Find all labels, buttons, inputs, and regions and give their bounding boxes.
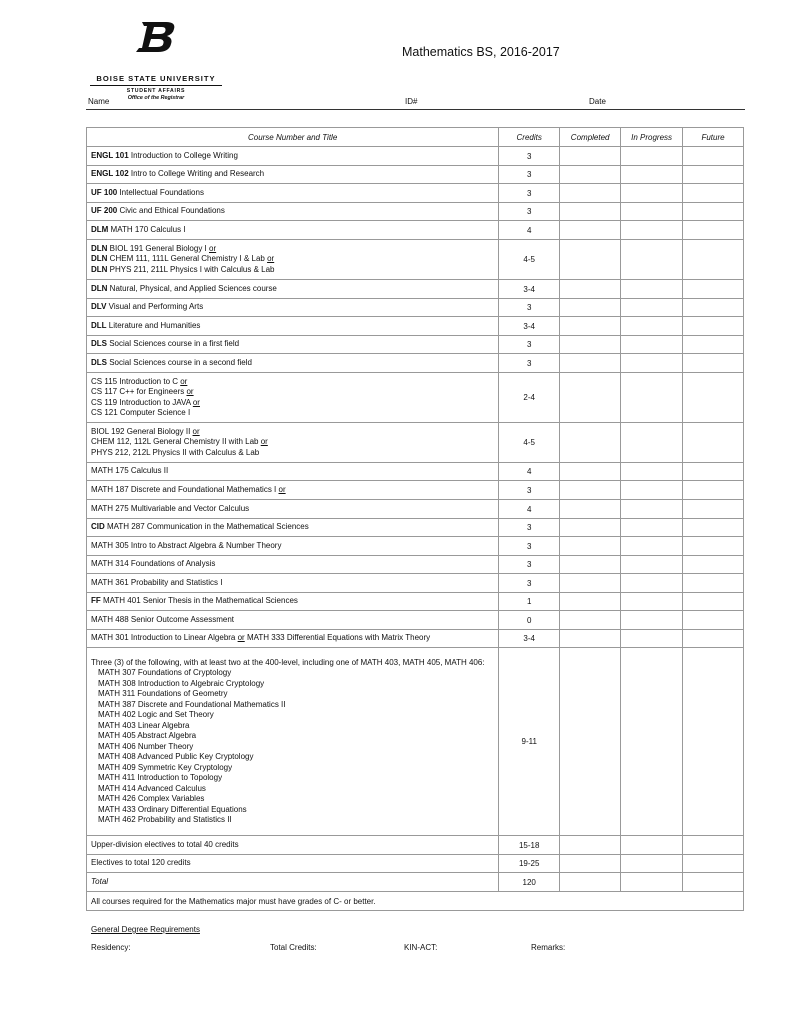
or-connector: or — [209, 243, 217, 253]
table-row — [87, 630, 744, 648]
credits-cell: 3 — [499, 184, 560, 203]
course-title — [87, 354, 499, 373]
completed-cell[interactable] — [560, 873, 621, 892]
header-completed: Completed — [560, 128, 621, 147]
table-row-total — [87, 873, 744, 892]
completed-cell[interactable] — [560, 537, 621, 556]
course-title — [87, 423, 499, 463]
table-row — [87, 855, 744, 873]
header-in-progress: In Progress — [621, 128, 683, 147]
or-connector: or — [267, 254, 275, 264]
completed-cell[interactable] — [560, 855, 621, 873]
credits-cell: 3 — [499, 166, 560, 184]
course-name: Social Sciences course in a second field — [107, 357, 252, 367]
future-cell[interactable] — [683, 423, 744, 463]
course-name: Intellectual Foundations — [117, 187, 204, 197]
general-requirements-heading: General Degree Requirements — [91, 925, 200, 934]
course-title — [87, 299, 499, 317]
course-title: MATH 305 Intro to Abstract Algebra & Number Theory — [87, 537, 499, 556]
elective-intro: Three (3) of the following, with at least two at the 400-level, including one of MATH 403, MATH 405, MATH 406: — [91, 657, 485, 667]
in-progress-cell[interactable] — [621, 354, 683, 373]
elective-course: MATH 406 Number Theory — [98, 741, 194, 751]
credits-cell: 3 — [499, 203, 560, 221]
completed-cell[interactable] — [560, 836, 621, 855]
table-row — [87, 537, 744, 556]
in-progress-cell[interactable] — [621, 336, 683, 354]
future-cell[interactable] — [683, 537, 744, 556]
course-requirements-table — [86, 127, 744, 911]
table-row — [87, 611, 744, 630]
course-code: ENGL 101 — [91, 150, 129, 160]
course-name: MATH 287 Communication in the Mathematical Sciences — [104, 522, 309, 532]
course-code: DLN — [91, 243, 108, 253]
in-progress-cell[interactable] — [621, 463, 683, 481]
in-progress-cell[interactable] — [621, 166, 683, 184]
in-progress-cell[interactable] — [621, 184, 683, 203]
table-row — [87, 556, 744, 574]
or-connector: or — [180, 376, 188, 386]
document-title: Mathematics BS, 2016-2017 — [402, 45, 560, 59]
elective-course: MATH 433 Ordinary Differential Equations — [98, 804, 247, 814]
header-credits: Credits — [499, 128, 560, 147]
future-cell[interactable] — [683, 166, 744, 184]
in-progress-cell[interactable] — [621, 537, 683, 556]
course-name: Introduction to College Writing — [128, 150, 238, 160]
course-code: DLL — [91, 320, 107, 330]
table-row — [87, 166, 744, 184]
completed-cell[interactable] — [560, 463, 621, 481]
course-title — [87, 481, 499, 500]
table-row — [87, 203, 744, 221]
in-progress-cell[interactable] — [621, 574, 683, 593]
course-title — [87, 221, 499, 240]
in-progress-cell[interactable] — [621, 481, 683, 500]
total-credits: 120 — [499, 873, 560, 892]
elective-course: MATH 311 Foundations of Geometry — [98, 689, 228, 698]
course-option-line — [91, 254, 494, 265]
in-progress-cell[interactable] — [621, 299, 683, 317]
course-title — [87, 593, 499, 611]
credits-cell: 4-5 — [499, 423, 560, 463]
in-progress-cell[interactable] — [621, 611, 683, 630]
table-row — [87, 280, 744, 299]
completed-cell[interactable] — [560, 336, 621, 354]
in-progress-cell[interactable] — [621, 836, 683, 855]
elective-course: MATH 462 Probability and Statistics II — [98, 815, 232, 824]
total-credits-label: Total Credits: — [270, 943, 317, 952]
completed-cell[interactable] — [560, 481, 621, 500]
elective-course: MATH 414 Advanced Calculus — [98, 783, 206, 793]
table-row — [87, 354, 744, 373]
logo-university-name: BOISE STATE UNIVERSITY — [96, 74, 216, 83]
or-connector: or — [186, 387, 194, 396]
completed-cell[interactable] — [560, 354, 621, 373]
table-row — [87, 593, 744, 611]
in-progress-cell[interactable] — [621, 500, 683, 519]
course-name: CS 115 Introduction to C — [91, 376, 181, 386]
credits-cell: 4 — [499, 221, 560, 240]
credits-cell: 9-11 — [499, 648, 560, 836]
or-connector: or — [192, 426, 200, 436]
course-title: MATH 488 Senior Outcome Assessment — [87, 611, 499, 630]
course-title: Upper-division electives to total 40 credits — [87, 836, 499, 855]
course-option-line — [91, 387, 494, 398]
course-name: MATH 187 Discrete and Foundational Mathematics I — [91, 484, 279, 494]
kin-act-label: KIN-ACT: — [404, 943, 438, 952]
header-future: Future — [683, 128, 744, 147]
elective-course: MATH 409 Symmetric Key Cryptology — [98, 762, 233, 772]
future-cell[interactable] — [683, 373, 744, 423]
credits-cell: 3 — [499, 354, 560, 373]
table-row — [87, 221, 744, 240]
course-name: CS 119 Introduction to JAVA — [91, 397, 193, 407]
grade-requirement-note: All courses required for the Mathematics major must have grades of C- or better. — [87, 892, 744, 911]
course-title — [87, 373, 499, 423]
in-progress-cell[interactable] — [621, 240, 683, 280]
elective-course: MATH 405 Abstract Algebra — [98, 731, 197, 740]
table-row — [87, 836, 744, 855]
future-cell[interactable] — [683, 481, 744, 500]
date-field-label[interactable]: Date — [589, 97, 606, 106]
future-cell[interactable] — [683, 648, 744, 836]
course-title: MATH 275 Multivariable and Vector Calculus — [87, 500, 499, 519]
elective-course: MATH 402 Logic and Set Theory — [98, 710, 214, 719]
course-title — [87, 166, 499, 184]
elective-course: MATH 411 Introduction to Topology — [98, 773, 223, 782]
credits-cell: 3-4 — [499, 630, 560, 648]
future-cell[interactable] — [683, 299, 744, 317]
future-cell[interactable] — [683, 203, 744, 221]
course-title: Electives to total 120 credits — [87, 855, 499, 873]
course-name: Intro to College Writing and Research — [128, 169, 265, 179]
completed-cell[interactable] — [560, 299, 621, 317]
or-connector: or — [260, 437, 268, 447]
course-title — [87, 630, 499, 648]
course-code: DLN — [91, 254, 108, 264]
table-header-row — [87, 128, 744, 147]
table-row — [87, 373, 744, 423]
future-cell[interactable] — [683, 280, 744, 299]
id-field-label[interactable]: ID# — [405, 97, 418, 106]
course-name: Civic and Ethical Foundations — [117, 206, 225, 216]
future-cell[interactable] — [683, 354, 744, 373]
future-cell[interactable] — [683, 873, 744, 892]
future-cell[interactable] — [683, 611, 744, 630]
course-title: MATH 361 Probability and Statistics I — [87, 574, 499, 593]
course-name: Natural, Physical, and Applied Sciences course — [107, 283, 277, 293]
elective-course: MATH 308 Introduction to Algebraic Cryptology — [98, 678, 265, 688]
credits-cell: 0 — [499, 611, 560, 630]
course-option-line — [91, 398, 494, 409]
logo-office: Office of the Registrar — [127, 95, 185, 101]
course-name: BIOL 192 General Biology II — [91, 426, 193, 436]
table-row — [87, 648, 744, 836]
course-code: UF 100 — [91, 187, 118, 197]
future-cell[interactable] — [683, 463, 744, 481]
future-cell[interactable] — [683, 184, 744, 203]
completed-cell[interactable] — [560, 611, 621, 630]
table-row — [87, 147, 744, 166]
course-name: CS 121 Computer Science I — [91, 408, 191, 417]
or-connector: or — [192, 397, 200, 407]
future-cell[interactable] — [683, 836, 744, 855]
or-connector: or — [278, 484, 286, 494]
course-title — [87, 240, 499, 280]
in-progress-cell[interactable] — [621, 147, 683, 166]
credits-cell: 3 — [499, 336, 560, 354]
course-option-line — [91, 437, 494, 448]
course-title — [87, 280, 499, 299]
b-logo-icon — [136, 22, 176, 52]
residency-label: Residency: — [91, 943, 131, 952]
credits-cell: 3-4 — [499, 280, 560, 299]
table-row — [87, 317, 744, 336]
future-cell[interactable] — [683, 500, 744, 519]
course-name: CS 117 C++ for Engineers — [91, 387, 187, 396]
course-option-line — [91, 448, 494, 459]
completed-cell[interactable] — [560, 203, 621, 221]
course-name: MATH 401 Senior Thesis in the Mathematical Sciences — [100, 596, 298, 606]
course-title — [87, 336, 499, 354]
completed-cell[interactable] — [560, 280, 621, 299]
table-row — [87, 463, 744, 481]
course-name: Visual and Performing Arts — [106, 302, 204, 312]
student-info-fields — [86, 96, 745, 110]
elective-course: MATH 307 Foundations of Cryptology — [98, 668, 232, 677]
future-cell[interactable] — [683, 317, 744, 336]
course-name: MATH 301 Introduction to Linear Algebra — [91, 633, 238, 643]
course-title — [87, 519, 499, 537]
course-code: CID — [91, 522, 105, 532]
completed-cell[interactable] — [560, 317, 621, 336]
completed-cell[interactable] — [560, 574, 621, 593]
completed-cell[interactable] — [560, 221, 621, 240]
course-name: Social Sciences course in a first field — [107, 339, 240, 349]
in-progress-cell[interactable] — [621, 221, 683, 240]
completed-cell[interactable] — [560, 556, 621, 574]
course-title — [87, 203, 499, 221]
credits-cell: 3 — [499, 519, 560, 537]
course-name: Literature and Humanities — [106, 320, 201, 330]
logo-divider — [90, 85, 222, 86]
completed-cell[interactable] — [560, 648, 621, 836]
elective-course: MATH 408 Advanced Public Key Cryptology — [98, 752, 254, 761]
course-code: ENGL 102 — [91, 169, 129, 179]
course-option-line — [91, 265, 494, 276]
credits-cell: 3-4 — [499, 317, 560, 336]
credits-cell: 3 — [499, 299, 560, 317]
completed-cell[interactable] — [560, 373, 621, 423]
course-title — [87, 648, 499, 836]
course-code: FF — [91, 596, 101, 606]
course-name: MATH 170 Calculus I — [108, 224, 186, 234]
course-code: DLN — [91, 264, 108, 274]
table-row — [87, 519, 744, 537]
remarks-label: Remarks: — [531, 943, 566, 952]
credits-cell: 4 — [499, 463, 560, 481]
course-code: DLN — [91, 283, 108, 293]
credits-cell: 3 — [499, 556, 560, 574]
table-row — [87, 423, 744, 463]
table-row — [87, 336, 744, 354]
future-cell[interactable] — [683, 593, 744, 611]
total-label: Total — [87, 873, 499, 892]
future-cell[interactable] — [683, 240, 744, 280]
elective-course: MATH 426 Complex Variables — [98, 794, 205, 803]
in-progress-cell[interactable] — [621, 423, 683, 463]
credits-cell: 15-18 — [499, 836, 560, 855]
credits-cell: 19-25 — [499, 855, 560, 873]
in-progress-cell[interactable] — [621, 593, 683, 611]
completed-cell[interactable] — [560, 423, 621, 463]
future-cell[interactable] — [683, 519, 744, 537]
credits-cell: 4-5 — [499, 240, 560, 280]
in-progress-cell[interactable] — [621, 648, 683, 836]
completed-cell[interactable] — [560, 500, 621, 519]
course-option-line — [91, 427, 494, 438]
credits-cell: 3 — [499, 537, 560, 556]
course-title — [87, 317, 499, 336]
table-row — [87, 500, 744, 519]
completed-cell[interactable] — [560, 519, 621, 537]
course-title: MATH 175 Calculus II — [87, 463, 499, 481]
in-progress-cell[interactable] — [621, 630, 683, 648]
future-cell[interactable] — [683, 147, 744, 166]
credits-cell: 3 — [499, 147, 560, 166]
course-code: DLS — [91, 357, 107, 367]
credits-cell: 3 — [499, 574, 560, 593]
completed-cell[interactable] — [560, 147, 621, 166]
credits-cell: 4 — [499, 500, 560, 519]
in-progress-cell[interactable] — [621, 373, 683, 423]
course-title: MATH 314 Foundations of Analysis — [87, 556, 499, 574]
completed-cell[interactable] — [560, 630, 621, 648]
header-course: Course Number and Title — [87, 128, 499, 147]
course-title — [87, 147, 499, 166]
logo-department: STUDENT AFFAIRS — [126, 88, 186, 94]
course-name: PHYS 211, 211L Physics I with Calculus & Lab — [107, 264, 275, 274]
course-code: DLS — [91, 339, 107, 349]
course-title — [87, 184, 499, 203]
table-note-row — [87, 892, 744, 911]
completed-cell[interactable] — [560, 593, 621, 611]
or-connector: or — [237, 633, 245, 643]
completed-cell[interactable] — [560, 184, 621, 203]
table-row — [87, 299, 744, 317]
course-name: CHEM 112, 112L General Chemistry II with Lab — [91, 437, 261, 447]
future-cell[interactable] — [683, 574, 744, 593]
table-row — [87, 574, 744, 593]
course-option-line — [91, 377, 494, 388]
future-cell[interactable] — [683, 630, 744, 648]
future-cell[interactable] — [683, 556, 744, 574]
course-name: MATH 333 Differential Equations with Matrix Theory — [244, 633, 431, 643]
course-option-line — [91, 244, 494, 255]
table-row — [87, 184, 744, 203]
elective-course: MATH 387 Discrete and Foundational Mathematics II — [98, 699, 286, 709]
future-cell[interactable] — [683, 221, 744, 240]
in-progress-cell[interactable] — [621, 203, 683, 221]
course-code: DLV — [91, 302, 107, 312]
course-name: PHYS 212, 212L Physics II with Calculus & Lab — [91, 447, 260, 457]
name-field-label[interactable]: Name — [88, 97, 110, 106]
future-cell[interactable] — [683, 855, 744, 873]
in-progress-cell[interactable] — [621, 317, 683, 336]
course-code: DLM — [91, 224, 109, 234]
credits-cell: 2-4 — [499, 373, 560, 423]
in-progress-cell[interactable] — [621, 855, 683, 873]
in-progress-cell[interactable] — [621, 280, 683, 299]
in-progress-cell[interactable] — [621, 519, 683, 537]
in-progress-cell[interactable] — [621, 873, 683, 892]
course-option-line — [91, 408, 494, 419]
course-code: UF 200 — [91, 206, 118, 216]
credits-cell: 1 — [499, 593, 560, 611]
future-cell[interactable] — [683, 336, 744, 354]
credits-cell: 3 — [499, 481, 560, 500]
course-name: BIOL 191 General Biology I — [107, 243, 209, 253]
table-row — [87, 240, 744, 280]
in-progress-cell[interactable] — [621, 556, 683, 574]
completed-cell[interactable] — [560, 166, 621, 184]
elective-course: MATH 403 Linear Algebra — [98, 720, 190, 730]
table-row — [87, 481, 744, 500]
completed-cell[interactable] — [560, 240, 621, 280]
course-name: CHEM 111, 111L General Chemistry I & Lab — [107, 254, 268, 264]
